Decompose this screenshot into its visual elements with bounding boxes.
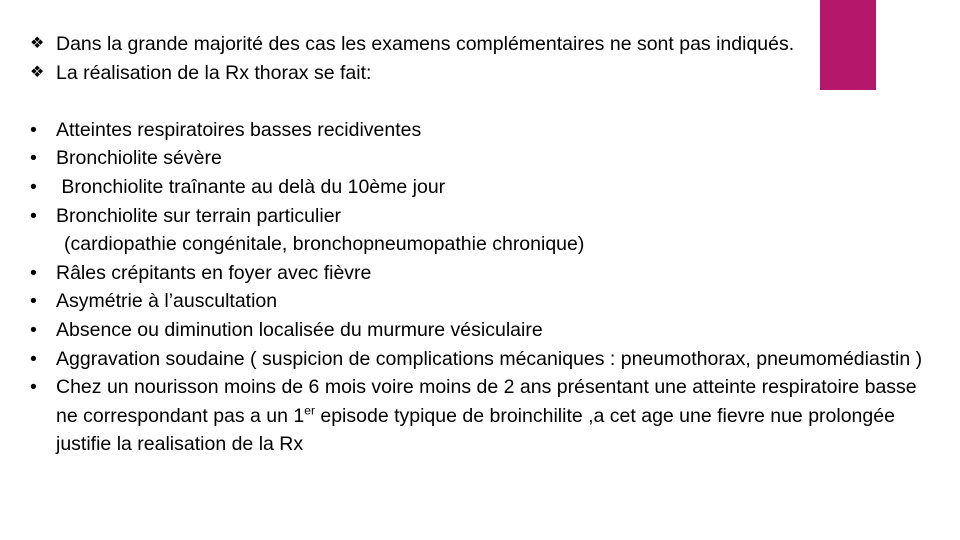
intro-text: Dans la grande majorité des cas les examens complémentaires ne sont pas indiqués. <box>56 33 795 55</box>
diamond-bullet-icon: ❖ <box>30 35 45 52</box>
list-item-text: Bronchiolite sévère <box>56 147 222 170</box>
list-item <box>30 173 935 202</box>
bullet-icon: • <box>30 204 37 227</box>
intro-item <box>30 30 935 59</box>
list-item <box>30 345 935 374</box>
list-item <box>30 144 935 173</box>
list-item <box>30 202 935 259</box>
list-item <box>30 287 935 316</box>
superscript: er <box>304 403 315 418</box>
bullet-icon: • <box>30 261 37 284</box>
list-item <box>30 259 935 288</box>
intro-item <box>30 59 935 88</box>
bullet-icon: • <box>30 118 37 141</box>
bullet-icon: • <box>30 318 37 341</box>
list-item <box>30 373 935 459</box>
list-item-text <box>56 376 917 455</box>
list-item <box>30 116 935 145</box>
slide-body <box>30 30 935 459</box>
list-item-subtext: (cardiopathie congénitale, bronchopneumopathie chronique) <box>64 233 585 256</box>
list-item <box>30 316 935 345</box>
list-item-text: Atteintes respiratoires basses recidiventes <box>56 118 422 141</box>
spacer <box>30 87 935 116</box>
list-item-text: Asymétrie à l’auscultation <box>56 290 278 313</box>
list-item-text: Absence ou diminution localisée du murmure vésiculaire <box>56 318 543 341</box>
list-item-text: Bronchiolite traînante au delà du 10ème jour <box>56 175 446 198</box>
bullet-icon: • <box>30 175 37 198</box>
list-item-text: Râles crépitants en foyer avec fièvre <box>56 261 372 284</box>
list-item-text: Bronchiolite sur terrain particulier <box>56 204 342 227</box>
bullet-icon: • <box>30 147 37 170</box>
text-segment: episode typique de broinchilite ,a cet age une fievre nue prolongée justifie la realisation de la Rx <box>56 404 895 456</box>
list-item-text: Aggravation soudaine ( suspicion de complications mécaniques : pneumothorax, pneumomédiastin ) <box>56 347 923 370</box>
diamond-bullet-icon: ❖ <box>30 63 45 81</box>
bullet-icon: • <box>30 347 37 370</box>
intro-text: La réalisation de la Rx thorax se fait: <box>56 61 372 84</box>
bullet-icon: • <box>30 376 37 399</box>
text-segment: Chez un nourisson moins de 6 mois voire moins de 2 ans présentant une atteinte respiratoire basse ne correspondant pas a un 1 <box>56 376 917 427</box>
bullet-icon: • <box>30 290 37 313</box>
